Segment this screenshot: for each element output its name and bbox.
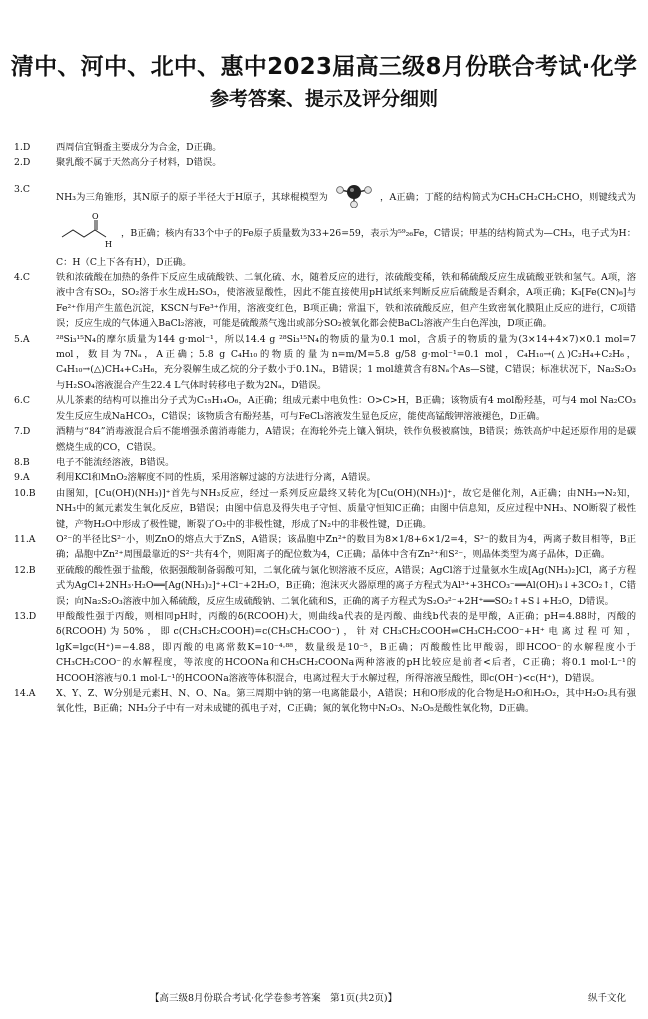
answer-text: 利用KCl和MnO₂溶解度不同的性质，采用溶解过滤的方法进行分离，A错误。 bbox=[56, 472, 376, 484]
answer-item bbox=[14, 470, 636, 485]
answer-text: O²⁻的半径比S²⁻小，则ZnO的熔点大于ZnS，A错误；该晶胞中Zn²⁺的数目为8×1/8+6×1/2=4，S²⁻的数目为4，两离子数目相等，B正确；晶胞中Zn²⁺周围最靠近的S²⁻共有4个，则阳离子的配位数为4，C正确；晶体中含有Zn²⁺和S²⁻，则晶体类型为离子晶体，D正确。 bbox=[56, 533, 636, 561]
answer-text: 酒精与“84”消毒液混合后不能增强杀菌消毒能力，A错误；在海轮外壳上镶入铜块，铁作负极被腐蚀，B错误；炼铁高炉中起还原作用的是碳燃烧生成的CO，C错误。 bbox=[56, 426, 636, 453]
answer-label: 14.A bbox=[14, 688, 36, 699]
answer-text-part: ，B正确；核内有33个中子的Fe原子质量数为33+26=59，表示为⁵⁹₂₆Fe，C错误；甲基的结构简式为—CH₃，电子式为H：C：H（C上下各有H），D正确。 bbox=[56, 228, 636, 268]
answer-item bbox=[14, 486, 636, 532]
answer-item bbox=[14, 270, 636, 332]
answer-item bbox=[14, 332, 636, 394]
answer-text: 聚乳酸不属于天然高分子材料，D错误。 bbox=[56, 157, 222, 169]
answer-text: ²⁸Si₃¹⁵N₄的摩尔质量为144 g·mol⁻¹，所以14.4 g ²⁸Si₃¹⁵N₄的物质的量为0.1 mol，含质子的物质的量为(3×14+4×7)×0.1 mol=7 mol，数目为7Nₐ，A正确；5.8 g C₄H₁₀的物质的量为n=m/M=5.8 g/58 g·mol⁻¹=0.1 mol，C₄H₁₀→(△)C₂H₄+C₂H₆，C₄H₁₀→(△)CH₄+C₃H₆，充分裂解生成乙烷的分子数小于0.1Nₐ，B错误；1 mol雄黄含有8Nₐ个As—S键，C错误；标准状况下，Na₂S₂O₃与H₂SO₄溶液混合产生22.4 L气体时转移电子数为2Nₐ，D错误。 bbox=[56, 333, 636, 391]
answer-text: 电子不能流经溶液，B错误。 bbox=[56, 456, 175, 468]
answer-label: 11.A bbox=[14, 533, 36, 545]
answer-text-part: NH₃为三角锥形，其N原子的原子半径大于H原子，其球棍模型为 bbox=[56, 192, 328, 204]
answer-text: X、Y、Z、W分别是元素H、N、O、Na。第三周期中钠的第一电离能最小，A错误；H和O形成的化合物是H₂O和H₂O₂，其中H₂O₂具有强氧化性，B正确；NH₃分子中有一对未成键的孤电子对，C正确；氮的氧化物中N₂O₃、N₂O₅是酸性氧化物，D正确。 bbox=[56, 688, 636, 715]
answer-item bbox=[14, 155, 636, 170]
answer-label: 9.A bbox=[14, 472, 30, 484]
answer-item bbox=[14, 563, 636, 609]
answer-text-part: ，A正确；丁醛的结构简式为CH₃CH₂CH₂CHO，则键线式为 bbox=[380, 192, 636, 204]
answer-text: 铁和浓硫酸在加热的条件下反应生成硫酸铁、二氧化硫、水，随着反应的进行，浓硫酸变稀，铁和稀硫酸反应生成硫酸亚铁和氢气。A项，溶液中含有SO₂，SO₂溶于水生成H₂SO₃，使溶液显酸性，因此不能直接使用pH试纸来判断反应后硫酸是否剩余，A项正确；K₃[Fe(CN)₆]与Fe²⁺作用产生蓝色沉淀，KSCN与Fe³⁺作用，溶液变红色，B项正确；常温下，铁和浓硫酸反应，但产生致密氧化膜阻止反应的进行，C项错误；反应生成的气体通入BaCl₂溶液，可能是硫酸蒸气逸出或部分SO₂被氧化都会使BaCl₂溶液产生白色浑浊，D项正确。 bbox=[56, 272, 636, 330]
skeleton-hydrogen-label: H bbox=[105, 240, 112, 250]
answer-text: 甲酸酸性强于丙酸，则相同pH时，丙酸的δ(RCOOH)大，则曲线a代表的是丙酸、曲线b代表的是甲酸，A正确；pH=4.88时，丙酸的δ(RCOOH)为50%，即c(CH₃CH₂COOH)=c(CH₃CH₂COO⁻)，针对CH₃CH₂COOH⇌CH₃CH₂COO⁻+H⁺电离过程可知，lgK=lgc(H⁺)=−4.88，即丙酸的电离常数K=10⁻⁴·⁸⁸，数量级是10⁻⁵，B正确；丙酸酸性比甲酸弱，即HCOO⁻的水解程度小于CH₃CH₂COO⁻的水解程度，等浓度的HCOONa和CH₃CH₂COONa两种溶液的pH比较应是前者<后者，C正确；将0.1 mol·L⁻¹的HCOOH溶液与0.1 mol·L⁻¹的HCOONa溶液等体积混合，电离过程大于水解过程，所得溶液呈酸性，即c(OH⁻)<c(H⁺)，D错误。 bbox=[56, 610, 636, 684]
footer-brand: 纵千文化 bbox=[587, 993, 626, 1004]
answer-item bbox=[14, 182, 636, 270]
answer-text: 由图知，[Cu(OH)(NH₃)]⁺首先与NH₃反应，经过一系列反应最终又转化为[Cu(OH)(NH₃)]⁺，故它是催化剂，A正确；由NH₃→N₂知，NH₃中的氮元素发生氧化反应，B错误；由图中信息及得失电子守恒、质量守恒知C正确；由图中信息知，反应过程中NH₃、NO断裂了极性键，产物H₂O中形成了极性键，断裂了O₂中的非极性键，形成了N₂中的非极性键，D正确。 bbox=[56, 487, 636, 530]
answer-item bbox=[14, 532, 636, 563]
answer-item bbox=[14, 393, 636, 424]
answer-item bbox=[14, 609, 636, 686]
answer-label: 13.D bbox=[14, 610, 37, 622]
answer-label: 2.D bbox=[14, 157, 31, 169]
answers-body bbox=[14, 140, 636, 717]
answer-item bbox=[14, 686, 636, 717]
ball-and-stick-nh3-icon bbox=[334, 182, 374, 213]
answer-text: 从儿茶素的结构可以推出分子式为C₁₅H₁₄O₆，A正确；组成元素中电负性：O>C>H，B正确；该物质有4 mol酚羟基，可与4 mol Na₂CO₃发生反应生成NaHCO₃，C错误；该物质含有酚羟基，可与FeCl₃溶液发生显色反应，能使高锰酸钾溶液褪色，D正确。 bbox=[56, 395, 636, 422]
answer-item bbox=[14, 140, 636, 155]
skeleton-oxygen-label: O bbox=[92, 213, 99, 222]
answer-label: 10.B bbox=[14, 487, 36, 499]
answer-text bbox=[56, 182, 636, 270]
skeletal-formula-icon bbox=[59, 213, 115, 254]
answer-label: 8.B bbox=[14, 456, 30, 468]
answer-text: 西周信宜铜盉主要成分为合金，D正确。 bbox=[56, 142, 222, 153]
answer-label: 12.B bbox=[14, 564, 36, 576]
answer-label: 5.A bbox=[14, 333, 30, 345]
answer-text: 亚硫酸的酸性强于盐酸，依据强酸制备弱酸可知，二氧化硫与氯化钡溶液不反应，A错误；AgCl溶于过量氨水生成[Ag(NH₃)₂]Cl，离子方程式为AgCl+2NH₃·H₂O══[Ag(NH₃)₂]⁺+Cl⁻+2H₂O，B正确；泡沫灭火器原理的离子方程式为Al³⁺+3HCO₃⁻══Al(OH)₃↓+3CO₂↑，C错误；向Na₂S₂O₃溶液中加入稀硫酸，反应生成硫酸钠、二氧化硫和S，正确的离子方程式为S₂O₃²⁻+2H⁺══SO₂↑+S↓+H₂O，D错误。 bbox=[56, 564, 636, 607]
answer-item bbox=[14, 424, 636, 455]
page-subtitle: 参考答案、提示及评分细则 bbox=[209, 88, 438, 110]
answer-label: 6.C bbox=[14, 395, 30, 407]
page-title: 清中、河中、北中、惠中2023届高三级8月份联合考试·化学 bbox=[10, 54, 638, 80]
answer-label: 3.C bbox=[14, 183, 30, 195]
footer-page-info: 【高三级8月份联合考试·化学卷参考答案 第1页(共2页)】 bbox=[150, 993, 398, 1004]
answer-item bbox=[14, 455, 636, 470]
answer-label: 4.C bbox=[14, 272, 30, 284]
answer-label: 7.D bbox=[14, 426, 31, 438]
answer-label: 1.D bbox=[14, 142, 31, 153]
